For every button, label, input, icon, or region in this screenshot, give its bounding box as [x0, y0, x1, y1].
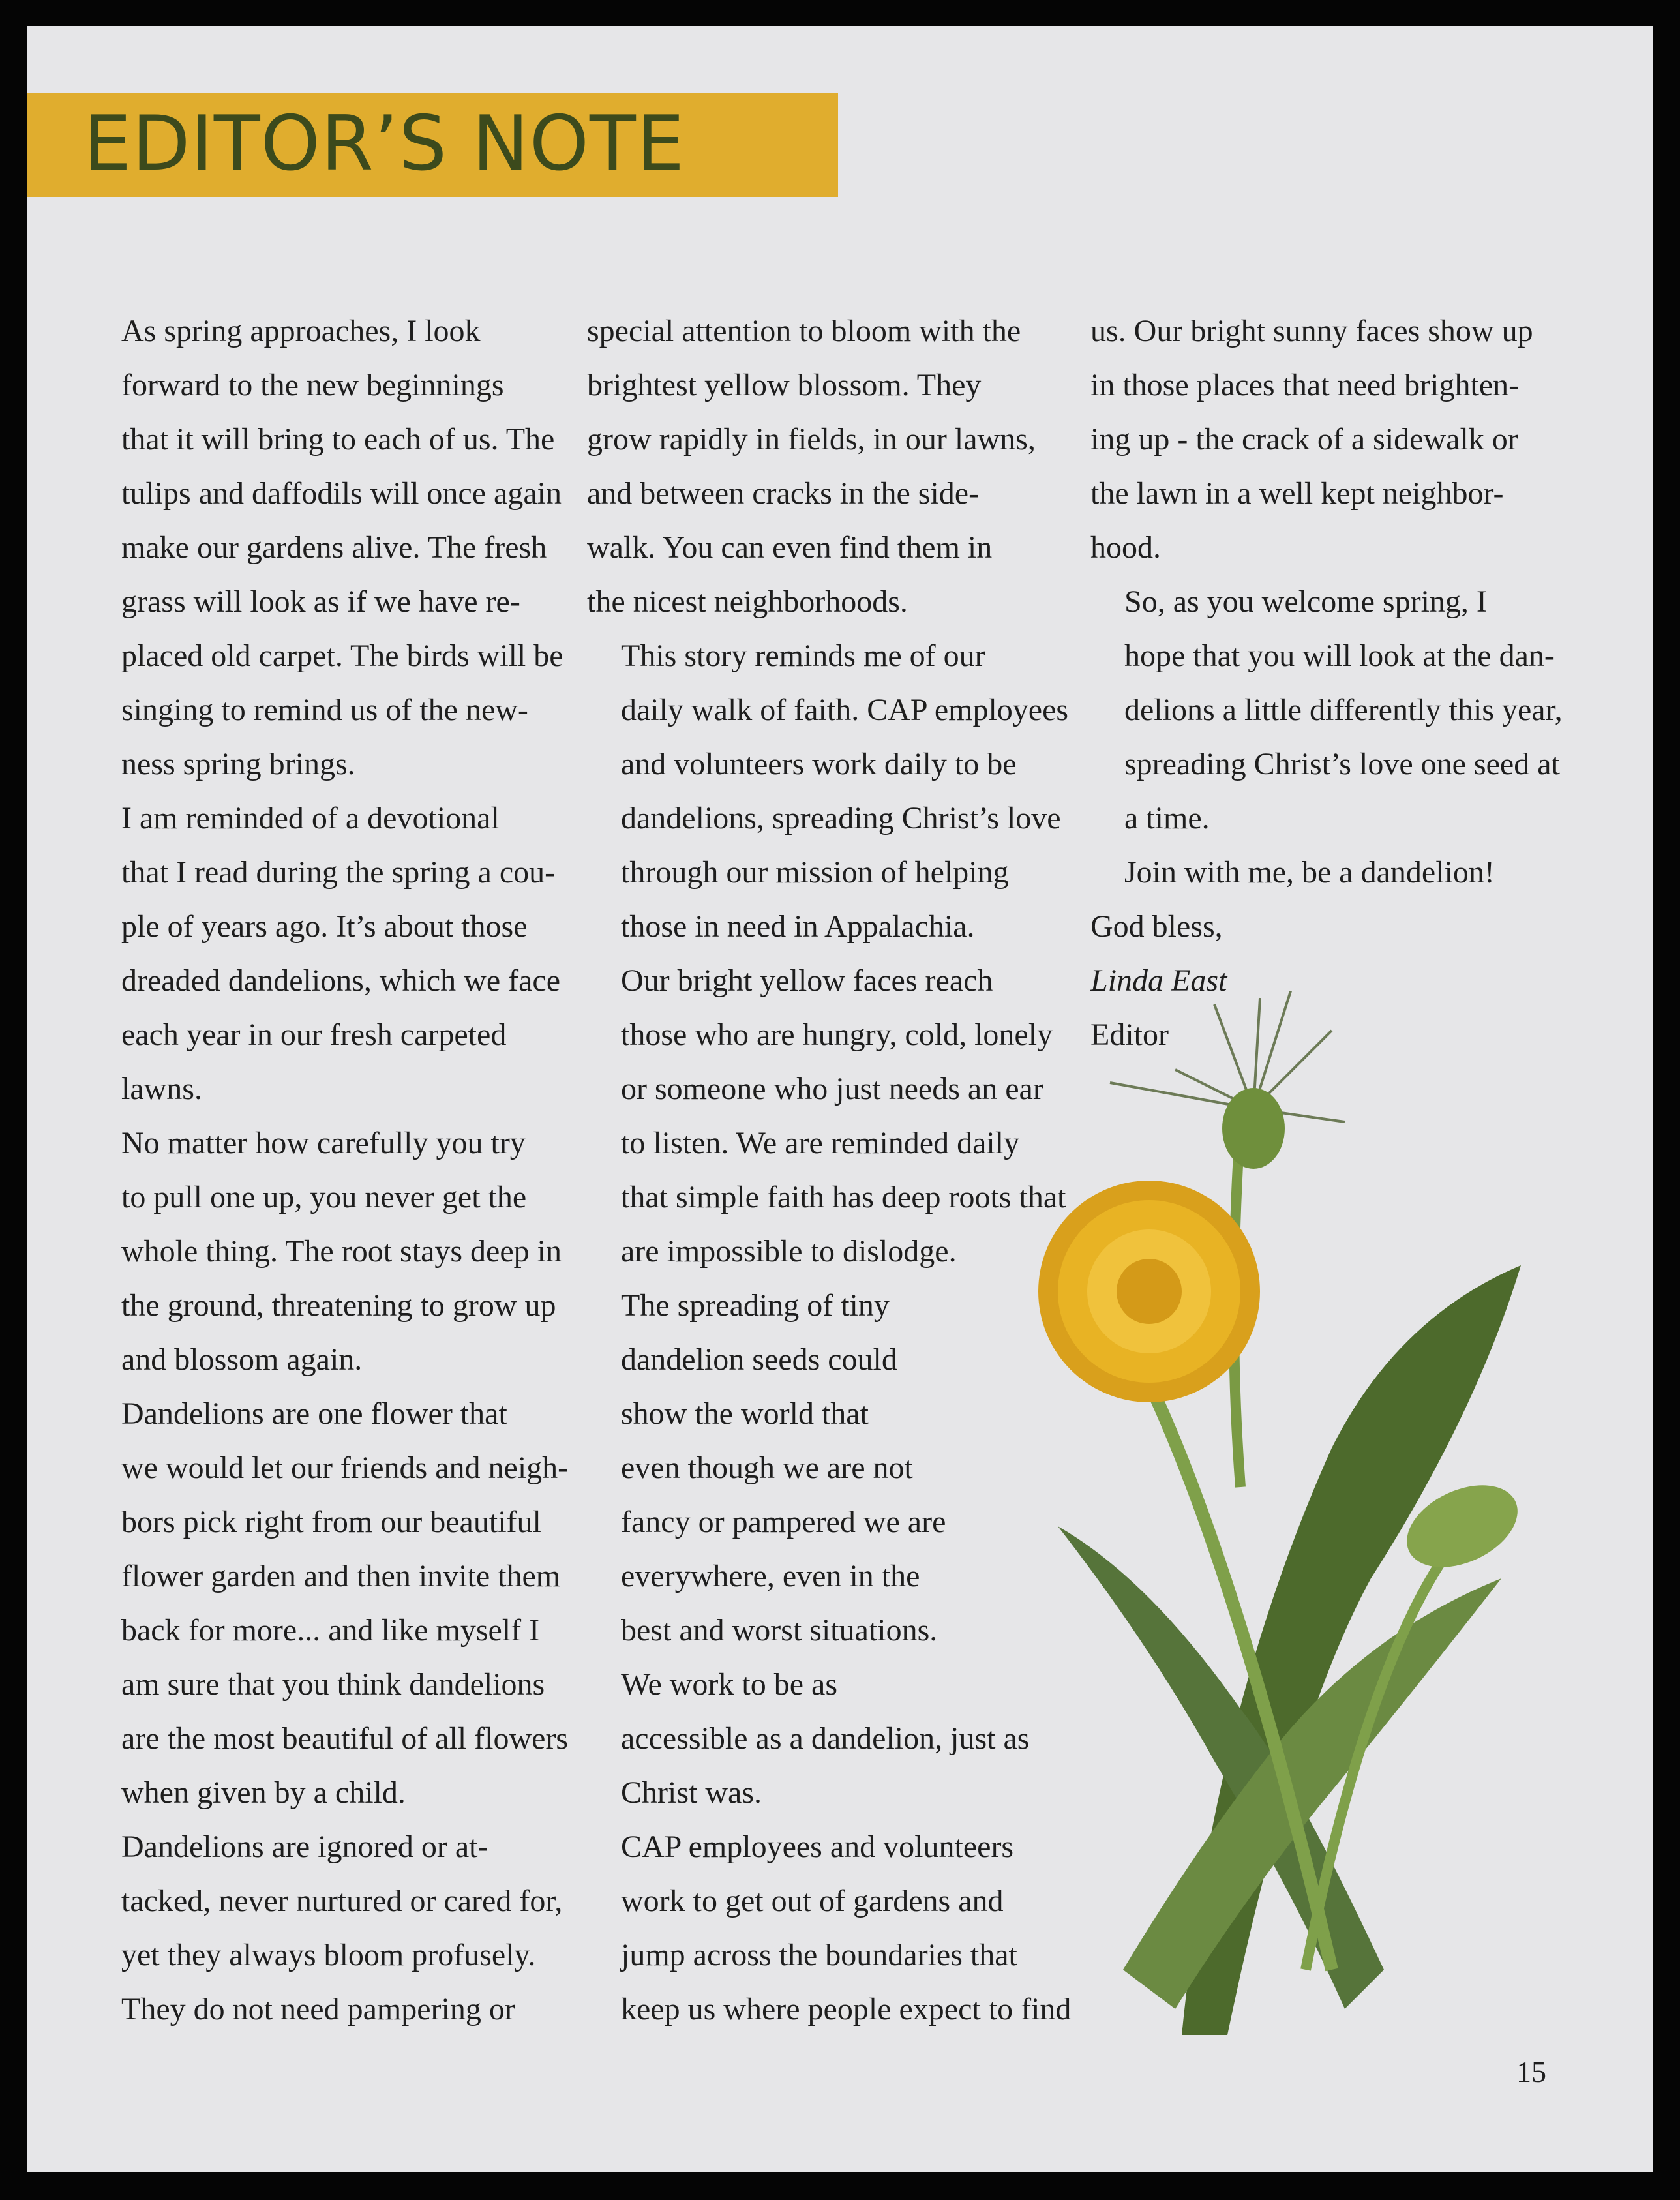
- text-line: those who are hungry, cold, lonely: [621, 1017, 1053, 1052]
- paragraph: [87, 1387, 568, 1820]
- text-line: dandelions, spreading Christ’s love: [621, 801, 1061, 836]
- text-line: jump across the boundaries that: [621, 1938, 1017, 1972]
- text-line: to pull one up, you never get the: [121, 1180, 527, 1214]
- text-line: The spreading of tiny: [621, 1288, 890, 1323]
- text-line: This story reminds me of our: [621, 639, 985, 673]
- text-line: God bless,: [1090, 909, 1223, 944]
- text-line: ness spring brings.: [121, 747, 355, 781]
- text-line: accessible as a dandelion, just as: [621, 1721, 1030, 1756]
- text-line: lawns.: [121, 1072, 202, 1106]
- paragraph: [1090, 899, 1563, 954]
- text-line: or someone who just needs an ear: [621, 1072, 1043, 1106]
- text-line: are impossible to dislodge.: [621, 1234, 957, 1269]
- text-line: tulips and daffodils will once again: [121, 476, 562, 511]
- paragraph: [587, 304, 1071, 629]
- text-line: brightest yellow blossom. They: [587, 368, 982, 402]
- text-line: us. Our bright sunny faces show up: [1090, 314, 1533, 348]
- text-line: best and worst situations.: [621, 1613, 938, 1648]
- text-line: keep us where people expect to find: [621, 1992, 1072, 2027]
- text-line: yet they always bloom profusely.: [121, 1938, 536, 1972]
- seed-head-bud: [1222, 1088, 1285, 1169]
- text-line: Editor: [1090, 1017, 1169, 1052]
- paragraph: [587, 629, 1071, 954]
- text-line: through our mission of helping: [621, 855, 1009, 890]
- text-column-3: [1090, 304, 1563, 1062]
- text-line: hope that you will look at the dan-: [1124, 639, 1555, 673]
- text-line: that I read during the spring a cou-: [121, 855, 556, 890]
- paragraph: [1090, 304, 1563, 575]
- text-line: tacked, never nurtured or cared for,: [121, 1884, 563, 1918]
- text-line: forward to the new beginnings: [121, 368, 504, 402]
- text-line: I am reminded of a devotional: [121, 801, 500, 836]
- text-line: spreading Christ’s love one seed at: [1124, 747, 1560, 781]
- text-line: Dandelions are one flower that: [121, 1396, 507, 1431]
- text-line: even though we are not: [621, 1451, 913, 1485]
- text-line: Dandelions are ignored or at-: [121, 1830, 488, 1864]
- text-line: everywhere, even in the: [621, 1559, 920, 1593]
- text-line: grass will look as if we have re-: [121, 584, 520, 619]
- text-line: singing to remind us of the new-: [121, 693, 528, 727]
- text-line: dreaded dandelions, which we face: [121, 963, 561, 998]
- text-line: each year in our fresh carpeted: [121, 1017, 507, 1052]
- text-line: delions a little differently this year,: [1124, 693, 1563, 727]
- text-line: As spring approaches, I look: [121, 314, 481, 348]
- text-line: grow rapidly in fields, in our lawns,: [587, 422, 1036, 457]
- text-line: hood.: [1090, 530, 1161, 565]
- text-line: are the most beautiful of all flowers: [121, 1721, 569, 1756]
- text-line: special attention to bloom with the: [587, 314, 1021, 348]
- text-line: Christ was.: [621, 1775, 762, 1810]
- text-line: make our gardens alive. The fresh: [121, 530, 547, 565]
- text-line: Our bright yellow faces reach: [621, 963, 993, 998]
- text-line: placed old carpet. The birds will be: [121, 639, 563, 673]
- text-line: whole thing. The root stays deep in: [121, 1234, 562, 1269]
- seed-head-icon: [1110, 991, 1345, 1122]
- text-line: those in need in Appalachia.: [621, 909, 975, 944]
- text-line: that it will bring to each of us. The: [121, 422, 555, 457]
- paragraph: [1090, 575, 1563, 845]
- text-line: and between cracks in the side-: [587, 476, 980, 511]
- page: [27, 26, 1653, 2172]
- text-line: ple of years ago. It’s about those: [121, 909, 528, 944]
- text-line: work to get out of gardens and: [621, 1884, 1004, 1918]
- text-line: We work to be as: [621, 1667, 838, 1702]
- text-line: fancy or pampered we are: [621, 1505, 946, 1539]
- dandelion-flower-icon: [1038, 1181, 1260, 1402]
- text-line: flower garden and then invite them: [121, 1559, 561, 1593]
- text-line: a time.: [1124, 801, 1210, 836]
- dandelion-illustration: [875, 991, 1619, 2048]
- text-line: the ground, threatening to grow up: [121, 1288, 556, 1323]
- text-line: Join with me, be a dandelion!: [1124, 855, 1495, 890]
- header-banner: [27, 93, 838, 197]
- text-line: CAP employees and volunteers: [621, 1830, 1014, 1864]
- text-line: in those places that need brighten-: [1090, 368, 1520, 402]
- paragraph: [1090, 845, 1563, 899]
- text-line: show the world that: [621, 1396, 869, 1431]
- text-line: No matter how carefully you try: [121, 1126, 526, 1160]
- text-line: walk. You can even find them in: [587, 530, 993, 565]
- text-line: and volunteers work daily to be: [621, 747, 1017, 781]
- text-line: to listen. We are reminded daily: [621, 1126, 1020, 1160]
- text-line: am sure that you think dandelions: [121, 1667, 545, 1702]
- text-line: So, as you welcome spring, I: [1124, 584, 1487, 619]
- text-line: ing up - the crack of a sidewalk or: [1090, 422, 1518, 457]
- text-line: and blossom again.: [121, 1342, 363, 1377]
- text-line: when given by a child.: [121, 1775, 406, 1810]
- text-line: back for more... and like myself I: [121, 1613, 540, 1648]
- text-line: They do not need pampering or: [121, 1992, 515, 2027]
- text-line: the nicest neighborhoods.: [587, 584, 908, 619]
- text-line: we would let our friends and neigh-: [121, 1451, 569, 1485]
- paragraph: [87, 1116, 568, 1387]
- page-title: EDITOR’S NOTE: [83, 100, 685, 188]
- text-line: daily walk of faith. CAP employees: [621, 693, 1069, 727]
- text-line: dandelion seeds could: [621, 1342, 897, 1377]
- text-column-1: [87, 304, 568, 2036]
- text-line: bors pick right from our beautiful: [121, 1505, 541, 1539]
- text-line: Linda East: [1090, 963, 1227, 998]
- text-line: the lawn in a well kept neighbor-: [1090, 476, 1504, 511]
- page-number: 15: [1516, 2055, 1546, 2088]
- paragraph: [87, 791, 568, 1116]
- paragraph: [87, 304, 568, 791]
- paragraph: [87, 1820, 568, 2036]
- text-line: that simple faith has deep roots that: [621, 1180, 1066, 1214]
